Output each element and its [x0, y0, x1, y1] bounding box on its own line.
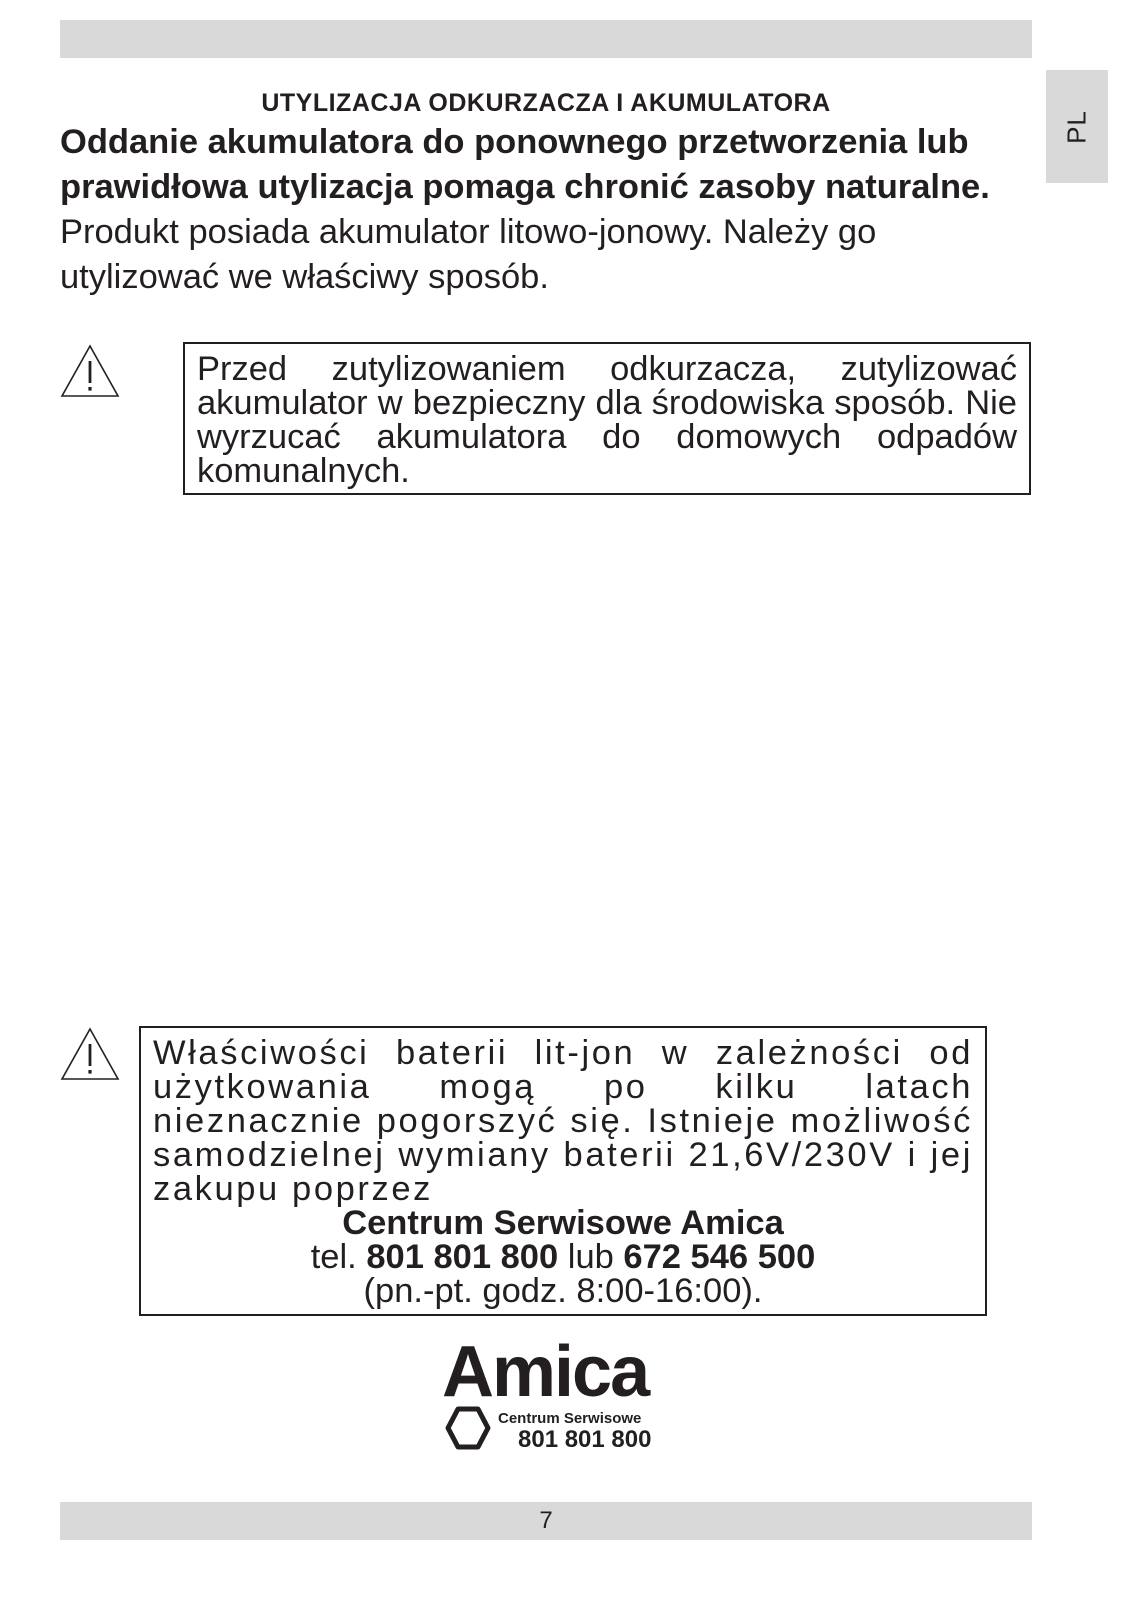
tel-prefix: tel.: [310, 1238, 367, 1276]
logo-brand: Amica: [442, 1332, 649, 1412]
logo-service-phone: 801 801 800: [518, 1426, 652, 1453]
or-word: lub: [558, 1238, 624, 1276]
intro-bold-text: Oddanie akumulatora do ponownego przetworzenia lub prawidłowa utylizacja pomaga chronić zasoby naturalne.: [60, 123, 990, 206]
service-phone-1: 801 801 800: [366, 1238, 559, 1276]
intro-regular-text: Produkt posiada akumulator litowo-jonowy. Należy go utylizować we właściwy sposób.: [60, 213, 877, 296]
warning-triangle-icon: [59, 1026, 121, 1082]
battery-info-box: [139, 1026, 987, 1316]
page-number: 7: [539, 1507, 553, 1534]
service-phone-line: [153, 1240, 973, 1274]
header-bar: [60, 20, 1032, 58]
service-hours: (pn.-pt. godz. 8:00-16:00).: [363, 1272, 763, 1310]
disposal-notice-text: Przed zutylizowaniem odkurzacza, zutylizować akumulator w bezpieczny dla środowiska sposób. Nie wyrzucać akumulatora do domowych odpadów komunalnych.: [197, 350, 1017, 490]
battery-info-text: Właściwości baterii lit-jon w zależności od użytkowania mogą po kilku latach nieznacznie pogorszyć się. Istnieje możliwość samodzielnej wymiany baterii 21,6V/230V i jej zakupu poprzez: [153, 1034, 973, 1208]
language-tab-label: PL: [1061, 109, 1092, 144]
amica-logo: [442, 1332, 652, 1456]
hexagon-icon: [444, 1404, 492, 1452]
logo-service-label: Centrum Serwisowe: [498, 1410, 642, 1427]
service-phone-2: 672 546 500: [623, 1238, 816, 1276]
footer-bar: [60, 1502, 1032, 1540]
warning-triangle-icon: [59, 343, 121, 399]
intro-paragraph: [60, 120, 1035, 300]
service-center-name: [153, 1206, 973, 1240]
service-center-label: Centrum Serwisowe Amica: [342, 1204, 784, 1242]
language-tab: [1046, 70, 1108, 183]
section-title: UTYLIZACJA ODKURZACZA I AKUMULATORA: [261, 89, 831, 117]
disposal-notice-box: [183, 342, 1031, 495]
